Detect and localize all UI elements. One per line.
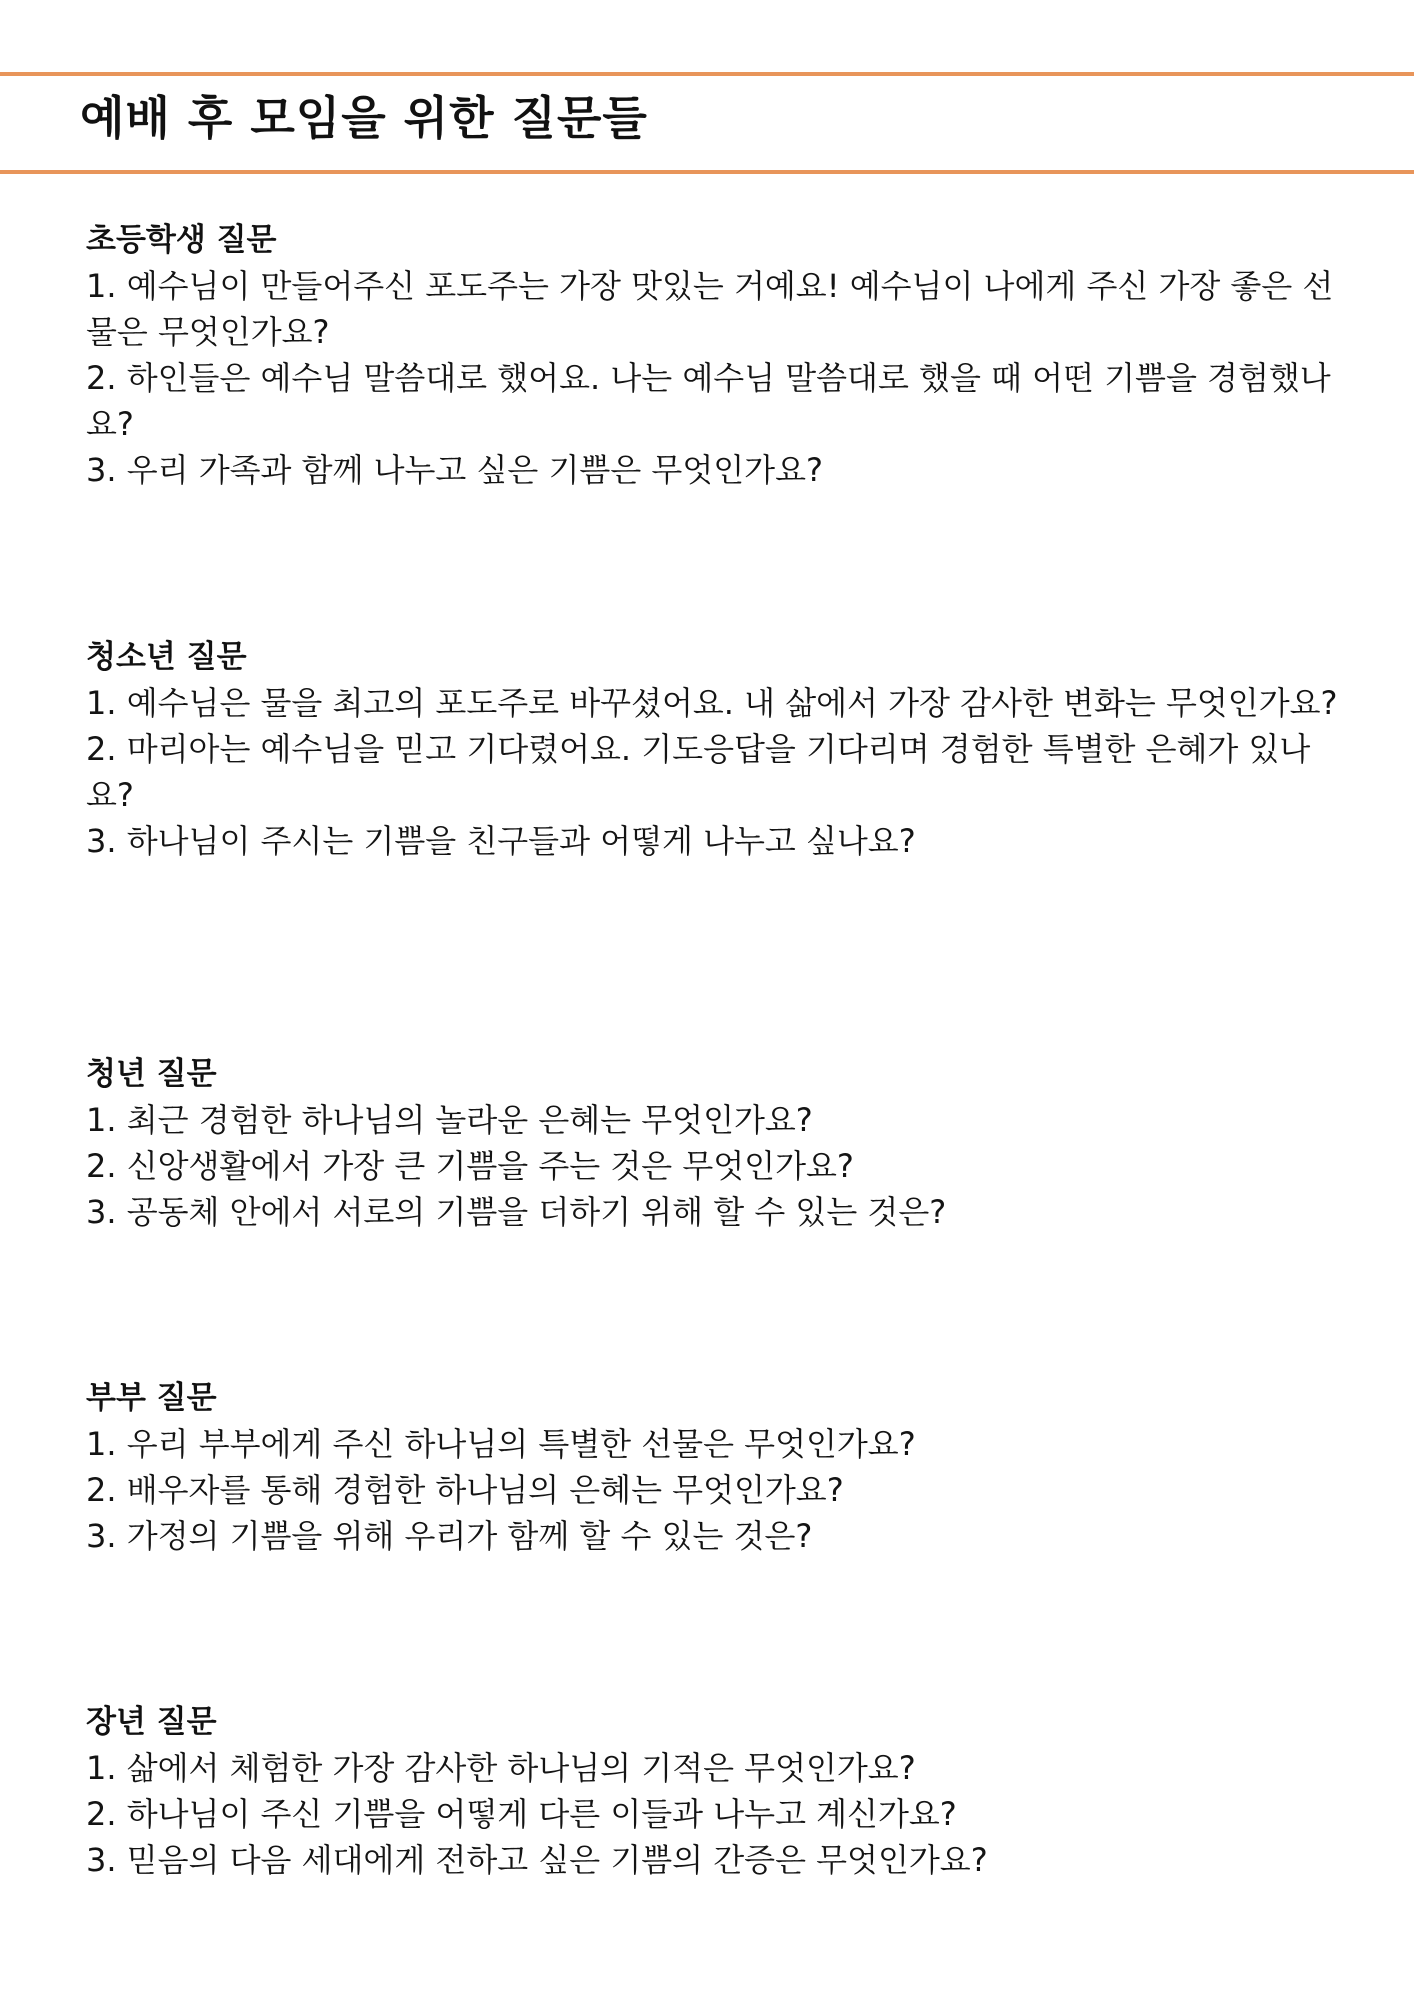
question-item: 2. 배우자를 통해 경험한 하나님의 은혜는 무엇인가요? [86,1471,844,1509]
question-item: 1. 예수님이 만들어주신 포도주는 가장 맛있는 거예요! 예수님이 나에게 주신 가장 좋은 선물은 무엇인가요? [86,267,1334,351]
section-young-adults [86,1051,1356,1235]
question-item: 1. 우리 부부에게 주신 하나님의 특별한 선물은 무엇인가요? [86,1425,916,1463]
question-item: 2. 하나님이 주신 기쁨을 어떻게 다른 이들과 나누고 계신가요? [86,1795,957,1833]
question-list [86,1097,1356,1235]
title-bottom-rule [0,170,1414,174]
question-list [86,1421,1356,1559]
question-item: 3. 믿음의 다음 세대에게 전하고 싶은 기쁨의 간증은 무엇인가요? [86,1841,988,1879]
question-list [86,263,1356,493]
question-item: 1. 예수님은 물을 최고의 포도주로 바꾸셨어요. 내 삶에서 가장 감사한 변화는 무엇인가요? [86,684,1338,722]
question-list [86,1745,1356,1883]
question-item: 3. 공동체 안에서 서로의 기쁨을 더하기 위해 할 수 있는 것은? [86,1193,947,1231]
section-elementary [86,217,1356,493]
section-heading: 장년 질문 [86,1704,217,1740]
question-item: 1. 삶에서 체험한 가장 감사한 하나님의 기적은 무엇인가요? [86,1749,916,1787]
question-list [86,680,1356,864]
title-top-rule [0,72,1414,76]
section-heading: 초등학생 질문 [86,222,277,258]
section-adults [86,1699,1356,1883]
page-title: 예배 후 모임을 위한 질문들 [80,91,648,145]
question-item: 3. 우리 가족과 함께 나누고 싶은 기쁨은 무엇인가요? [86,451,823,489]
section-couples [86,1375,1356,1559]
section-heading: 부부 질문 [86,1380,217,1416]
section-heading: 청년 질문 [86,1056,217,1092]
section-youth [86,634,1356,864]
question-item: 3. 하나님이 주시는 기쁨을 친구들과 어떻게 나누고 싶나요? [86,822,916,860]
question-item: 2. 하인들은 예수님 말씀대로 했어요. 나는 예수님 말씀대로 했을 때 어떤 기쁨을 경험했나요? [86,359,1331,443]
question-item: 2. 마리아는 예수님을 믿고 기다렸어요. 기도응답을 기다리며 경험한 특별한 은혜가 있나요? [86,730,1311,814]
section-heading: 청소년 질문 [86,639,247,675]
question-item: 2. 신앙생활에서 가장 큰 기쁨을 주는 것은 무엇인가요? [86,1147,854,1185]
question-item: 3. 가정의 기쁨을 위해 우리가 함께 할 수 있는 것은? [86,1517,813,1555]
question-item: 1. 최근 경험한 하나님의 놀라운 은혜는 무엇인가요? [86,1101,813,1139]
